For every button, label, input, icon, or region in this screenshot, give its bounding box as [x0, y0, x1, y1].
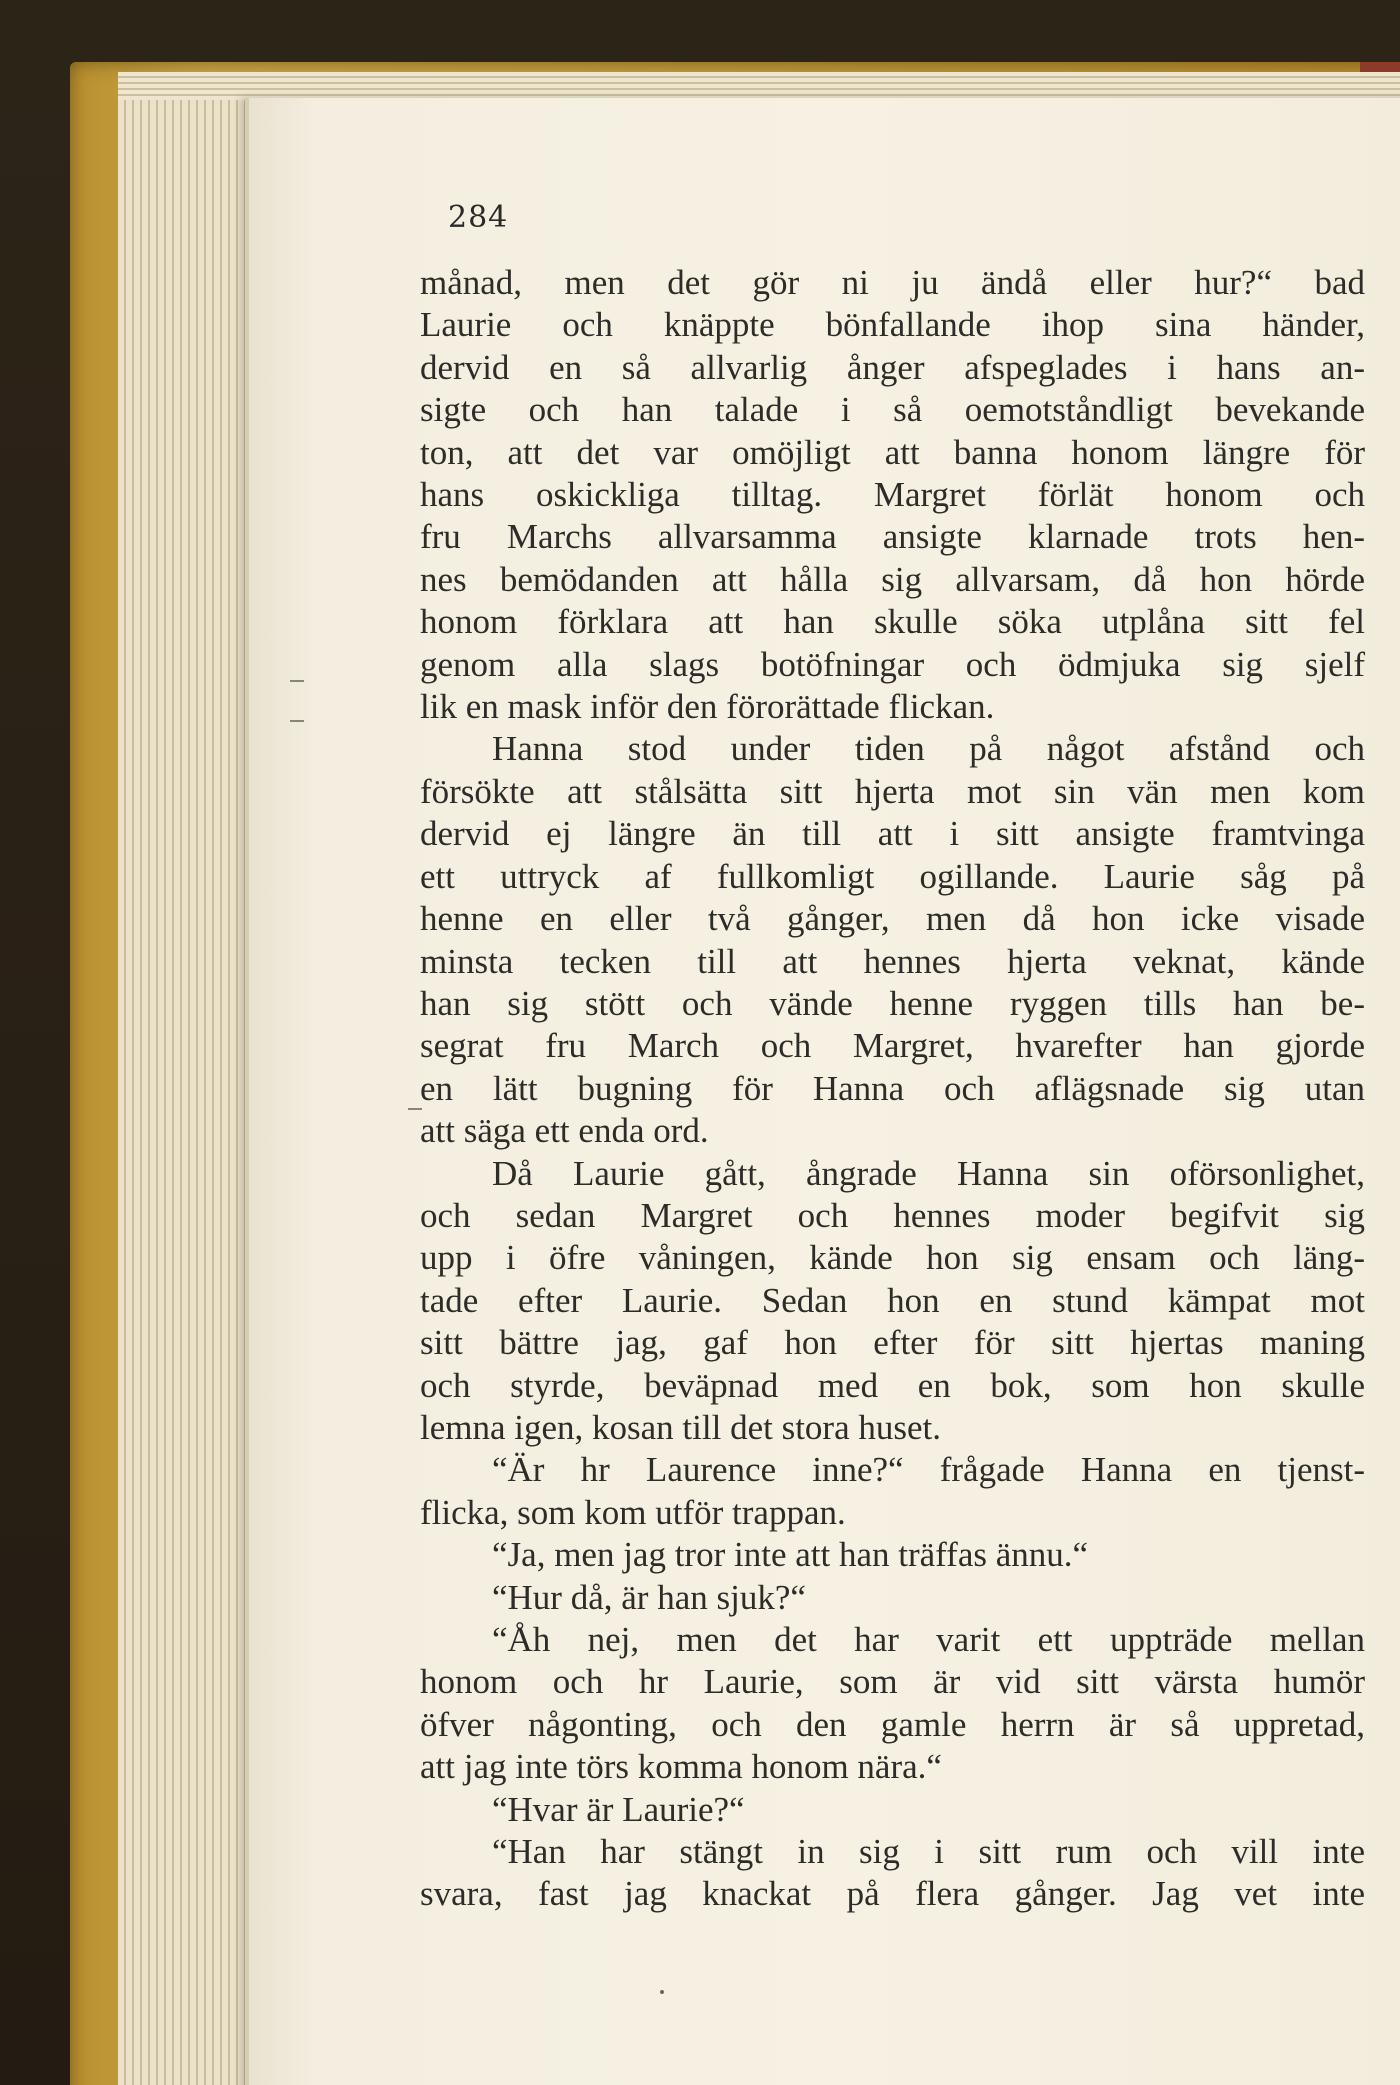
text-line: henne en eller två gånger, men då hon icke visade	[420, 899, 1365, 939]
margin-mark	[290, 680, 304, 682]
text-line: öfver någonting, och den gamle herrn är så uppretad,	[420, 1704, 1365, 1744]
text-line: “Hvar är Laurie?“	[492, 1789, 745, 1829]
text-line: “Ja, men jag tror inte att han träffas ännu.“	[492, 1535, 1089, 1575]
text-line: “Åh nej, men det har varit ett uppträde mellan	[492, 1620, 1365, 1659]
page-edges-top	[118, 72, 1400, 100]
text-line: fru Marchs allvarsamma ansigte klarnade trots hen-	[420, 517, 1365, 557]
text-line: segrat fru March och Margret, hvarefter han gjorde	[420, 1026, 1365, 1066]
text-line: och styrde, beväpnad med en bok, som hon skulle	[420, 1365, 1365, 1405]
page-number: 284	[448, 200, 509, 235]
text-line: upp i öfre våningen, kände hon sig ensam och läng-	[420, 1238, 1365, 1278]
text-line: Då Laurie gått, ångrade Hanna sin oförsonlighet,	[492, 1153, 1365, 1193]
text-line: en lätt bugning för Hanna och aflägsnade sig utan	[420, 1068, 1365, 1108]
text-line: dervid ej längre än till att i sitt ansigte framtvinga	[420, 814, 1365, 854]
text-line: och sedan Margret och hennes moder begifvit sig	[420, 1195, 1365, 1235]
text-line: “Hur då, är han sjuk?“	[492, 1577, 806, 1617]
text-line: flicka, som kom utför trappan.	[420, 1492, 846, 1532]
margin-mark	[408, 1108, 422, 1110]
margin-mark	[290, 720, 304, 722]
text-line: tade efter Laurie. Sedan hon en stund kämpat mot	[420, 1280, 1365, 1320]
text-line: Hanna stod under tiden på något afstånd och	[492, 729, 1365, 769]
text-line: honom och hr Laurie, som är vid sitt värsta humör	[420, 1662, 1365, 1702]
text-line: sigte och han talade i så oemotståndligt bevekande	[420, 390, 1365, 430]
text-line: honom förklara att han skulle söka utplåna sitt fel	[420, 602, 1365, 642]
text-line: svara, fast jag knackat på flera gånger. Jag vet inte	[420, 1874, 1365, 1914]
page-gutter	[245, 98, 249, 2085]
text-line: lik en mask inför den förorättade flickan.	[420, 687, 995, 727]
text-line: ton, att det var omöjligt att banna honom längre för	[420, 432, 1365, 472]
ink-dot	[660, 1990, 664, 1994]
text-line: att jag inte törs komma honom nära.“	[420, 1747, 942, 1787]
text-line: sitt bättre jag, gaf hon efter för sitt hjertas maning	[420, 1323, 1365, 1363]
text-line: “Är hr Laurence inne?“ frågade Hanna en tjenst-	[492, 1450, 1365, 1490]
text-line: hans oskickliga tilltag. Margret förlät honom och	[420, 475, 1365, 515]
text-line: han sig stött och vände henne ryggen tills han be-	[420, 983, 1365, 1023]
text-line: dervid en så allvarlig ånger afspeglades i hans an-	[420, 347, 1365, 387]
text-line: Laurie och knäppte bönfallande ihop sina händer,	[420, 305, 1365, 345]
text-line: nes bemödanden att hålla sig allvarsam, då hon hörde	[420, 559, 1365, 599]
text-line: att säga ett enda ord.	[420, 1111, 709, 1151]
text-line: minsta tecken till att hennes hjerta veknat, kände	[420, 941, 1365, 981]
text-line: månad, men det gör ni ju ändå eller hur?“ bad	[420, 263, 1365, 302]
text-line: försökte att stålsätta sitt hjerta mot sin vän men kom	[420, 771, 1365, 811]
page-text	[420, 262, 1365, 1916]
text-line: “Han har stängt in sig i sitt rum och vill inte	[492, 1832, 1365, 1872]
text-line: lemna igen, kosan till det stora huset.	[420, 1407, 942, 1447]
text-line: genom alla slags botöfningar och ödmjuka sig sjelf	[420, 644, 1365, 684]
text-line: ett uttryck af fullkomligt ogillande. Laurie såg på	[420, 856, 1365, 896]
